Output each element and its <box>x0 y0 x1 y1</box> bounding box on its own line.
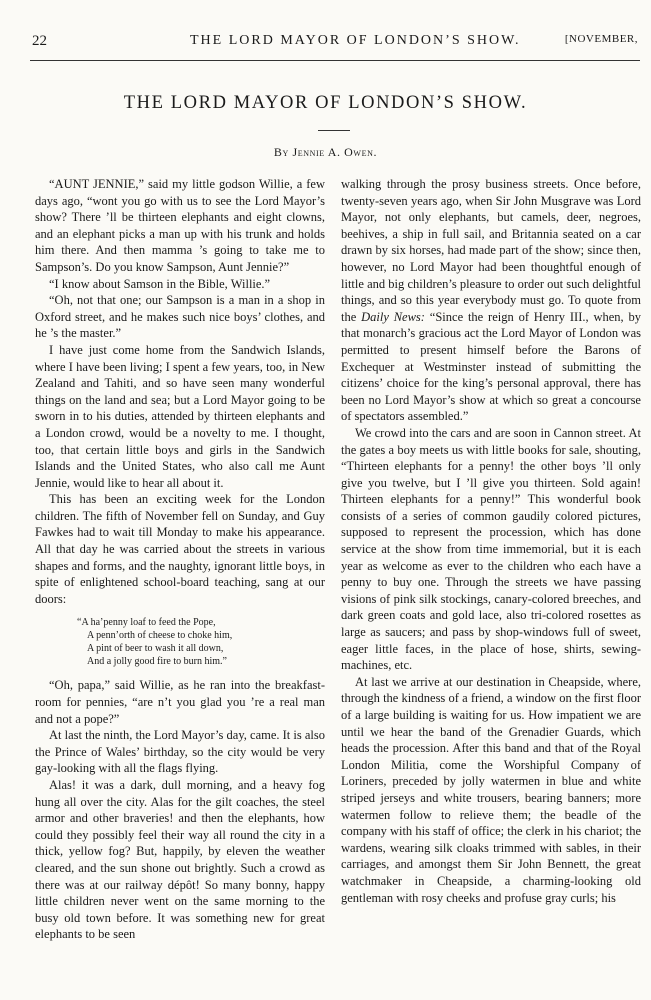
page-number: 22 <box>32 33 47 49</box>
running-title: THE LORD MAYOR OF LONDON’S SHOW. <box>190 33 521 48</box>
paragraph: “AUNT JENNIE,” said my little godson Willie, a few days ago, “wont you go with us to see the Lord Mayor’s show? There ’ll be thirteen elephants and eight clowns, and an elephant picks a man up with his trunk and holds him there. And then mamma ’s going to take me to Sampson’s. Do you know Sampson, Aunt Jennie?” <box>35 177 325 274</box>
paragraph: This has been an exciting week for the London children. The fifth of November fell on Sunday, and Guy Fawkes had to wait till Monday to make his appearance. All that day he was carried about the streets in various shapes and forms, and the naughty, ignorant little boys, in spite of enlightened school-board teaching, sang at our doors: <box>35 492 325 606</box>
verse-line: And a jolly good fire to burn him.” <box>87 656 227 668</box>
verse-line: A pint of beer to wash it all down, <box>87 643 224 655</box>
paragraph: “I know about Samson in the Bible, Willie.” <box>49 276 271 291</box>
newspaper-name: Daily News: <box>361 309 425 324</box>
text-run: “Since the reign of Henry III., when, by that monarch’s gracious act the Lord Mayor of London was permitted to present himself before the Barons of Exchequer at Westminster instead of submitting the citizens’ choice for the king’s personal approval, there has been no Lord Mayor’s show at which so great a concourse of spectators assembled.” <box>341 309 641 424</box>
verse-line: “A ha’penny loaf to feed the Pope, <box>77 617 216 629</box>
paragraph: I have just come home from the Sandwich Islands, where I have been living; I spent a few years, too, in New Zealand and Tahiti, and so have seen many wonderful things on the land and sea; but a Lord Mayor going to be sworn in to his duties, attended by thirteen elephants and a London crowd, would be a novelty to me. I thought, too, that certain little boys and girls in the Sandwich Islands and the United States, who also call me Aunt Jennie, would like to hear all about it. <box>35 342 325 490</box>
left-column <box>35 176 325 943</box>
byline: By Jennie A. Owen. <box>273 145 378 159</box>
verse <box>77 616 325 668</box>
paragraph: We crowd into the cars and are soon in Cannon street. At the gates a boy meets us with little books for sale, shouting, “Thirteen elephants for a penny! the other boys ’ll only give you twelve, but I ’ll give you thirteen. Sold again! Thirteen elephants for a penny!” This wonderful book consists of a series of common gaudily colored pictures, supposed to represent the procession, which has done service at the show from time immemorial, but it is each year as welcome as ever to the children who each have a penny to buy one. Through the streets we have passing visions of pink silk stockings, canary-colored breeches, and dark green coats and gold lace, also tri-colored rosettes as large as saucers; and pass by shop-windows full of sweet, eager little faces, in the place of hose, shirts, sewing-machines, etc. <box>341 425 641 673</box>
verse-line: A penn’orth of cheese to choke him, <box>87 630 233 642</box>
paragraph: “Oh, not that one; our Sampson is a man in a shop in Oxford street, and he makes such nice boys’ clothes, and he ’s the master.” <box>35 293 325 341</box>
issue-month: [NOVEMBER, <box>564 33 638 45</box>
paragraph <box>341 176 641 425</box>
paragraph: At last the ninth, the Lord Mayor’s day, came. It is also the Prince of Wales’ birthday, so the city would be very gay-looking with all the flags flying. <box>35 728 325 776</box>
title-rule <box>318 130 350 131</box>
article-title: THE LORD MAYOR OF LONDON’S SHOW. <box>123 93 528 113</box>
text-run: walking through the prosy business streets. Once before, twenty-seven years ago, when Sir John Musgrave was Lord Mayor, not only elephants, but camels, deer, negroes, beehives, a ship in full sail, and Britannia seated on a car drawn by six horses, had made part of the show; since then, however, no Lord Mayor had been thoughtful enough of little and big children’s pleasure to order out such delightful things, and so this year everybody must go. To quote from the <box>341 177 641 324</box>
paragraph: At last we arrive at our destination in Cheapside, where, through the kindness of a friend, a window on the first floor of a large building is waiting for us. How impatient we are until we hear the band of the Grenadier Guards, which heads the procession. After this band and that of the Royal London Militia, come the Worshipful Company of Loriners, preceded by jolly watermen in blue and white striped jerseys and white trousers, bearing banners; more watermen follow to relieve them; the beadle of the company with his staff of office; the clerk in his chariot; the wardens, wearing silk cloaks trimmed with sables, in their carriages, and amongst them Sir John Bennett, the great watchmaker in Cheapside, a charming-looking old gentleman with rosy cheeks and profuse gray curls; his <box>341 674 641 905</box>
paragraph: “Oh, papa,” said Willie, as he ran into the breakfast-room for pennies, “are n’t you glad you ’re a real man and not a pope?” <box>35 678 325 726</box>
paragraph: Alas! it was a dark, dull morning, and a heavy fog hung all over the city. Alas for the gilt coaches, the steel armor and other braveries! and then the elephants, how could they possibly feel their way all round the city in a thick, yellow fog? But, happily, by eleven the weather cleared, and the sun shone out brightly. Such a crowd as there was at our railway dépôt! So many bonny, happy little children never went on the same morning to the busy old town before. It was something new for great elephants to be seen <box>35 778 325 942</box>
header-rule <box>30 60 640 61</box>
right-column <box>341 176 641 906</box>
running-head <box>32 33 638 53</box>
